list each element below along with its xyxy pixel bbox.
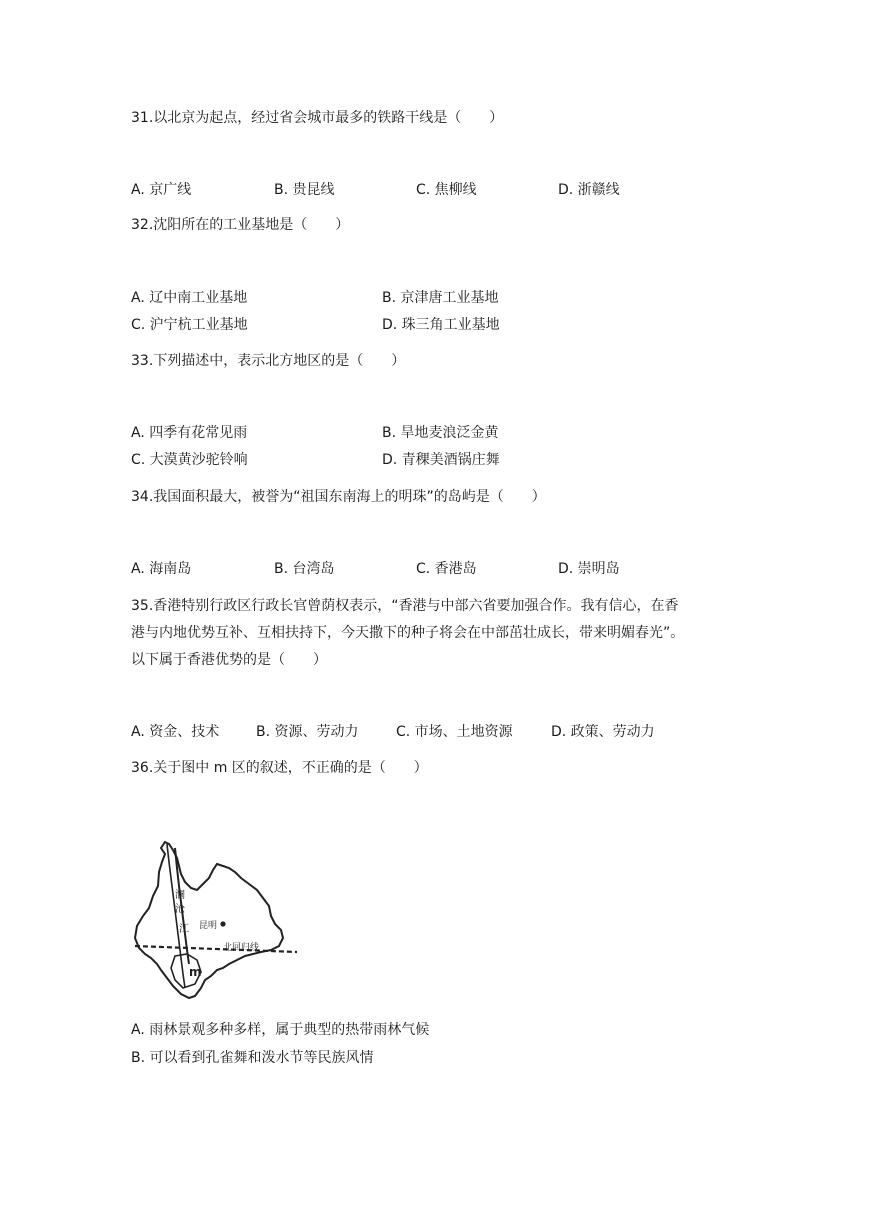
city-label-kunming: 昆明 <box>199 921 218 931</box>
question-35-stem-line-2: 港与内地优势互补、互相扶持下，今天撒下的种子将会在中部茁壮成长，带来明媚春光”。 <box>131 625 685 641</box>
question-33-option-b: B. 旱地麦浪泛金黄 <box>382 425 499 441</box>
question-31-option-c: C. 焦柳线 <box>416 182 477 198</box>
question-34-option-d: D. 崇明岛 <box>558 561 620 577</box>
question-34-stem: 34.我国面积最大，被誉为“祖国东南海上的明珠”的岛屿是（ ） <box>131 489 546 505</box>
question-35-option-b: B. 资源、劳动力 <box>256 724 359 740</box>
question-32-option-d: D. 珠三角工业基地 <box>382 317 500 333</box>
question-35-stem-line-3: 以下属于香港优势的是（ ） <box>131 652 327 668</box>
question-31-stem: 31.以北京为起点，经过省会城市最多的铁路干线是（ ） <box>131 110 504 126</box>
question-32-option-a: A. 辽中南工业基地 <box>131 290 248 306</box>
region-m-label: m <box>189 965 202 979</box>
river-label-char-1: 澜 <box>175 890 185 901</box>
question-31-option-d: D. 浙赣线 <box>558 182 620 198</box>
question-34-option-a: A. 海南岛 <box>131 561 192 577</box>
question-33-option-a: A. 四季有花常见雨 <box>131 425 248 441</box>
question-31-option-a: A. 京广线 <box>131 182 192 198</box>
question-33-option-c: C. 大漠黄沙驼铃响 <box>131 452 248 468</box>
question-34-option-b: B. 台湾岛 <box>274 561 335 577</box>
kunming-marker <box>220 921 225 926</box>
question-32-option-c: C. 沪宁杭工业基地 <box>131 317 248 333</box>
tropic-of-cancer-label: 北回归线 <box>223 943 260 953</box>
question-35-stem-line-1: 35.香港特别行政区行政长官曾荫权表示，“香港与中部六省要加强合作。我有信心，在香 <box>131 598 679 614</box>
question-35-option-a: A. 资金、技术 <box>131 724 220 740</box>
river-label-char-2: 沧 <box>175 904 185 915</box>
question-32-option-b: B. 京津唐工业基地 <box>382 290 499 306</box>
question-33-stem: 33.下列描述中，表示北方地区的是（ ） <box>131 353 406 369</box>
question-35-option-d: D. 政策、劳动力 <box>551 724 655 740</box>
question-33-option-d: D. 青稞美酒锅庄舞 <box>382 452 500 468</box>
question-32-stem: 32.沈阳所在的工业基地是（ ） <box>131 217 350 233</box>
yunnan-map-figure <box>131 838 301 1003</box>
question-34-option-c: C. 香港岛 <box>416 561 477 577</box>
river-label-char-3: 江 <box>179 924 189 935</box>
question-36-stem: 36.关于图中 m 区的叙述，不正确的是（ ） <box>131 760 428 776</box>
question-31-option-b: B. 贵昆线 <box>274 182 335 198</box>
question-36-option-b: B. 可以看到孔雀舞和泼水节等民族风情 <box>131 1050 374 1066</box>
question-36-option-a: A. 雨林景观多种多样，属于典型的热带雨林气候 <box>131 1022 430 1038</box>
province-outline <box>135 842 283 998</box>
question-35-option-c: C. 市场、土地资源 <box>396 724 513 740</box>
